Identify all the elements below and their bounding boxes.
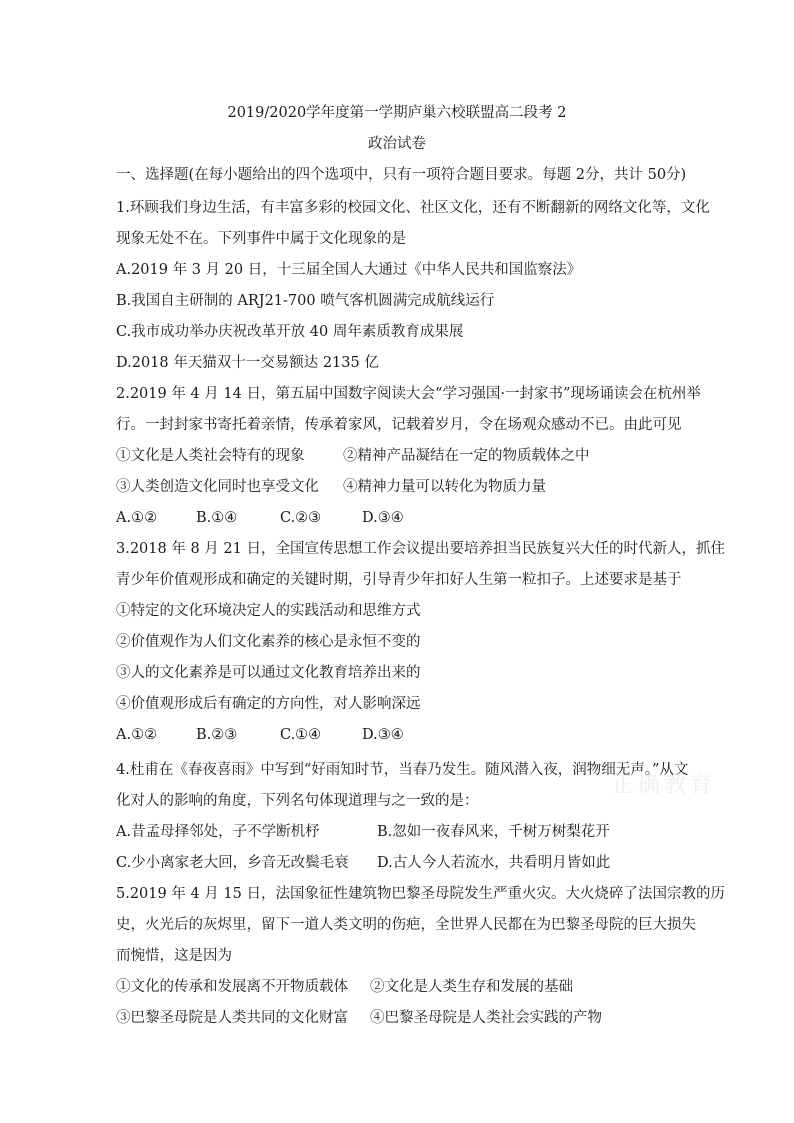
statement-1: ①文化的传承和发展离不开物质载体 <box>116 979 348 995</box>
option-d: D.古人今人若流水，共看明月皆如此 <box>377 855 611 871</box>
question-stem-line: 2.2019 年 4 月 14 日，第五届中国数字阅读大会“学习强国·一封家书”现场诵读会在杭州举 <box>116 386 701 402</box>
question-stem-line: 行。一封封家书寄托着亲情，传承着家风，记载着岁月，令在场观众感动不已。由此可见 <box>116 417 682 433</box>
option-b: B.忽如一夜春风来，千树万树梨花开 <box>377 824 610 840</box>
question-stem-line: 3.2018 年 8 月 21 日，全国宣传思想工作会议提出要培养担当民族复兴大任的时代新人，抓住 <box>116 541 725 557</box>
statement-2: ②价值观作为人们文化素养的核心是永恒不变的 <box>116 634 421 650</box>
statement-2: ②精神产品凝结在一定的物质载体之中 <box>343 448 590 464</box>
section-heading: 一、选择题(在每小题给出的四个选项中，只有一项符合题目要求。每题 2分，共计 50分) <box>116 167 687 183</box>
question-stem-line: 而惋惜，这是因为 <box>116 948 232 964</box>
option-c: C.②③ <box>280 510 322 526</box>
option-b: B.②③ <box>196 727 238 743</box>
exam-title: 2019/2020学年度第一学期庐巢六校联盟高二段考 2 <box>227 105 567 121</box>
statement-2: ②文化是人类生存和发展的基础 <box>370 979 573 995</box>
statement-3: ③人的文化素养是可以通过文化教育培养出来的 <box>116 665 421 681</box>
option-a: A.2019 年 3 月 20 日，十三届全国人大通过《中华人民共和国监察法》 <box>116 262 582 278</box>
option-a: A.①② <box>116 727 158 743</box>
option-b: B.①④ <box>196 510 238 526</box>
exam-subject: 政治试卷 <box>368 136 426 152</box>
statement-4: ④价值观形成后有确定的方向性，对人影响深远 <box>116 696 421 712</box>
option-d: D.2018 年天猫双十一交易额达 2135 亿 <box>116 355 379 371</box>
statement-1: ①特定的文化环境决定人的实践活动和思维方式 <box>116 603 421 619</box>
option-d: D.③④ <box>362 510 404 526</box>
option-c: C.①④ <box>280 727 322 743</box>
statement-4: ④巴黎圣母院是人类社会实践的产物 <box>370 1010 602 1026</box>
question-stem-line: 现象无处不在。下列事件中属于文化现象的是 <box>116 231 406 247</box>
question-stem-line: 青少年价值观形成和确定的关键时期，引导青少年扣好人生第一粒扣子。上述要求是基于 <box>116 572 682 588</box>
option-c: C.少小离家老大回，乡音无改鬓毛衰 <box>116 855 349 871</box>
option-d: D.③④ <box>362 727 404 743</box>
question-stem-line: 5.2019 年 4 月 15 日，法国象征性建筑物巴黎圣母院发生严重火灾。大火烧碎了法国宗教的历 <box>116 886 725 902</box>
question-stem-line: 1.环顾我们身边生活，有丰富多彩的校园文化、社区文化，还有不断翻新的网络文化等，文化 <box>116 200 710 216</box>
question-stem-line: 化对人的影响的角度，下列名句体现道理与之一致的是： <box>116 793 479 809</box>
watermark: 正确教育 <box>612 773 717 798</box>
option-a: A.①② <box>116 510 158 526</box>
option-b: B.我国自主研制的 ARJ21-700 喷气客机圆满完成航线运行 <box>116 293 495 309</box>
statement-3: ③人类创造文化同时也享受文化 <box>116 479 319 495</box>
option-c: C.我市成功举办庆祝改革开放 40 周年素质教育成果展 <box>116 324 464 340</box>
statement-3: ③巴黎圣母院是人类共同的文化财富 <box>116 1010 348 1026</box>
question-stem-line: 史，火光后的灰烬里，留下一道人类文明的伤疤，全世界人民都在为巴黎圣母院的巨大损失 <box>116 917 696 933</box>
statement-4: ④精神力量可以转化为物质力量 <box>343 479 546 495</box>
question-stem-line: 4.杜甫在《春夜喜雨》中写到“好雨知时节，当春乃发生。随风潜入夜，润物细无声。”从文 <box>116 762 689 778</box>
statement-1: ①文化是人类社会特有的现象 <box>116 448 305 464</box>
option-a: A.昔孟母择邻处，子不学断机杼 <box>116 824 320 840</box>
